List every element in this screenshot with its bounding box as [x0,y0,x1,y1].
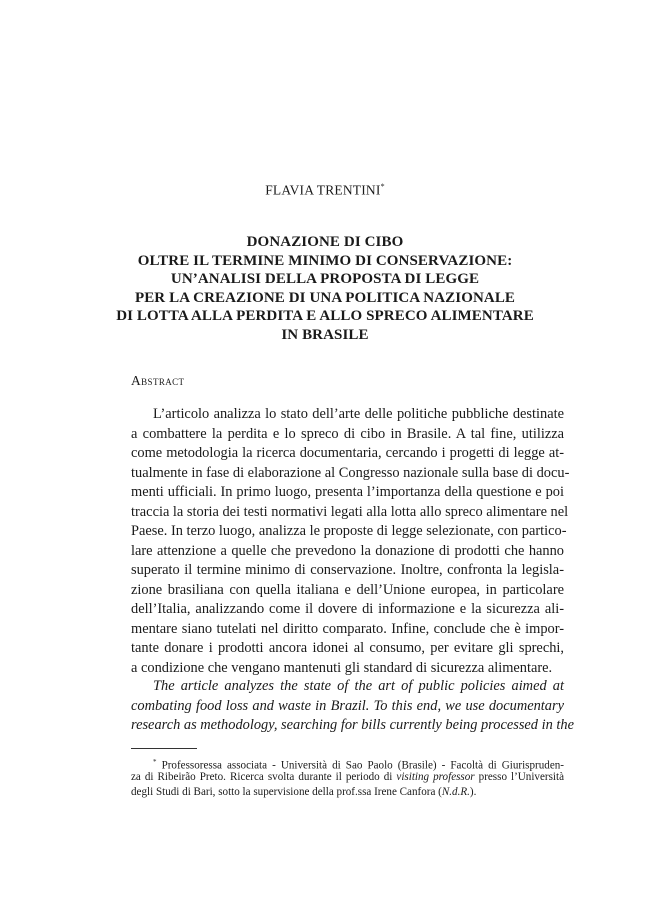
title-line: DI LOTTA ALLA PERDITA E ALLO SPRECO ALIMENTARE [116,308,534,325]
author-name [0,182,650,199]
title-line: IN BRASILE [281,326,369,343]
paragraph-line: dell’Italia, analizzando come il dovere di informazione e la sicurezza ali- [131,601,564,617]
title-line: PER LA CREAZIONE DI UNA POLITICA NAZIONALE [134,289,516,306]
abstract-italian-paragraph [131,405,570,678]
abstract-heading: Abstract [131,373,185,388]
author-footnote-mark: * [380,182,385,191]
paragraph-line: superato il termine minimo di conservazione. Inoltre, confronta la legisla- [131,562,564,578]
paragraph-line: tualmente in fase di elaborazione al Congresso nazionale sulla base di docu- [131,464,570,481]
title-line: UN’ANALISI DELLA PROPOSTA DI LEGGE [170,271,480,288]
paragraph-line: Paese. In terzo luogo, analizza le proposte di legge selezionate, con partico- [131,523,567,539]
footnote-text: degli Studi di Bari, sotto la supervisione della prof.ssa Irene Canfora ( [131,786,442,798]
paragraph-line: L’articolo analizza lo stato dell’arte delle politiche pubbliche destinate [153,406,564,422]
footnote-text: ). [469,786,477,798]
footnote-line [131,755,564,770]
paragraph-line: combating food loss and waste in Brazil. To this end, we use documentary [131,697,564,714]
footnote-mark: * [153,758,157,766]
paragraph-line: The article analyzes the state of the art of public policies aimed at [153,678,564,694]
footnote [131,755,564,800]
article-title [0,233,650,345]
footnote-line [131,785,564,800]
paragraph-line: mentare siano tutelati nel diritto comparato. Infine, conclude che è impor- [131,620,564,637]
title-line: OLTRE IL TERMINE MINIMO DI CONSERVAZIONE: [137,252,513,269]
footnote-text: presso l’Università [474,771,565,783]
paragraph-line: tante donare i prodotti ancora idonei al consumo, per evitare gli sprechi, [131,640,564,656]
paragraph-line: traccia la storia dei testi normativi legati alla lotta allo spreco alimentare nel [131,503,569,520]
footnote-italic-text: N.d.R. [441,786,470,798]
paragraph-line: research as methodology, searching for bills currently being processed in the [131,717,574,733]
paragraph-line: menti ufficiali. In primo luogo, presenta l’importanza della questione e poi [131,484,564,500]
paragraph-line: a condizione che vengano mantenuti gli standard di sicurezza alimentare. [131,659,553,676]
footnote-separator [131,748,197,749]
paragraph-line: come metodologia la ricerca documentaria, cercando i progetti di legge at- [131,445,564,461]
paragraph-line: zione brasiliana con quella italiana e dell’Unione europea, in particolare [131,581,564,598]
footnote-text: Professoressa associata - Università di Sao Paolo (Brasile) - Facoltà di Giurispruden- [161,759,565,772]
footnote-italic-text: visiting professor [396,771,475,783]
title-line: DONAZIONE DI CIBO [246,234,404,250]
paragraph-line: lare attenzione a quelle che prevedono la donazione di prodotti che hanno [131,542,564,559]
footnote-line [131,770,564,785]
abstract-english-paragraph [131,677,574,736]
author-name-text: FLAVIA TRENTINI [265,182,381,198]
footnote-text: za di Ribeirão Preto. Ricerca svolta durante il periodo di [131,771,397,783]
paragraph-line: a combattere la perdita e lo spreco di cibo in Brasile. A tal fine, utilizza [131,425,564,442]
